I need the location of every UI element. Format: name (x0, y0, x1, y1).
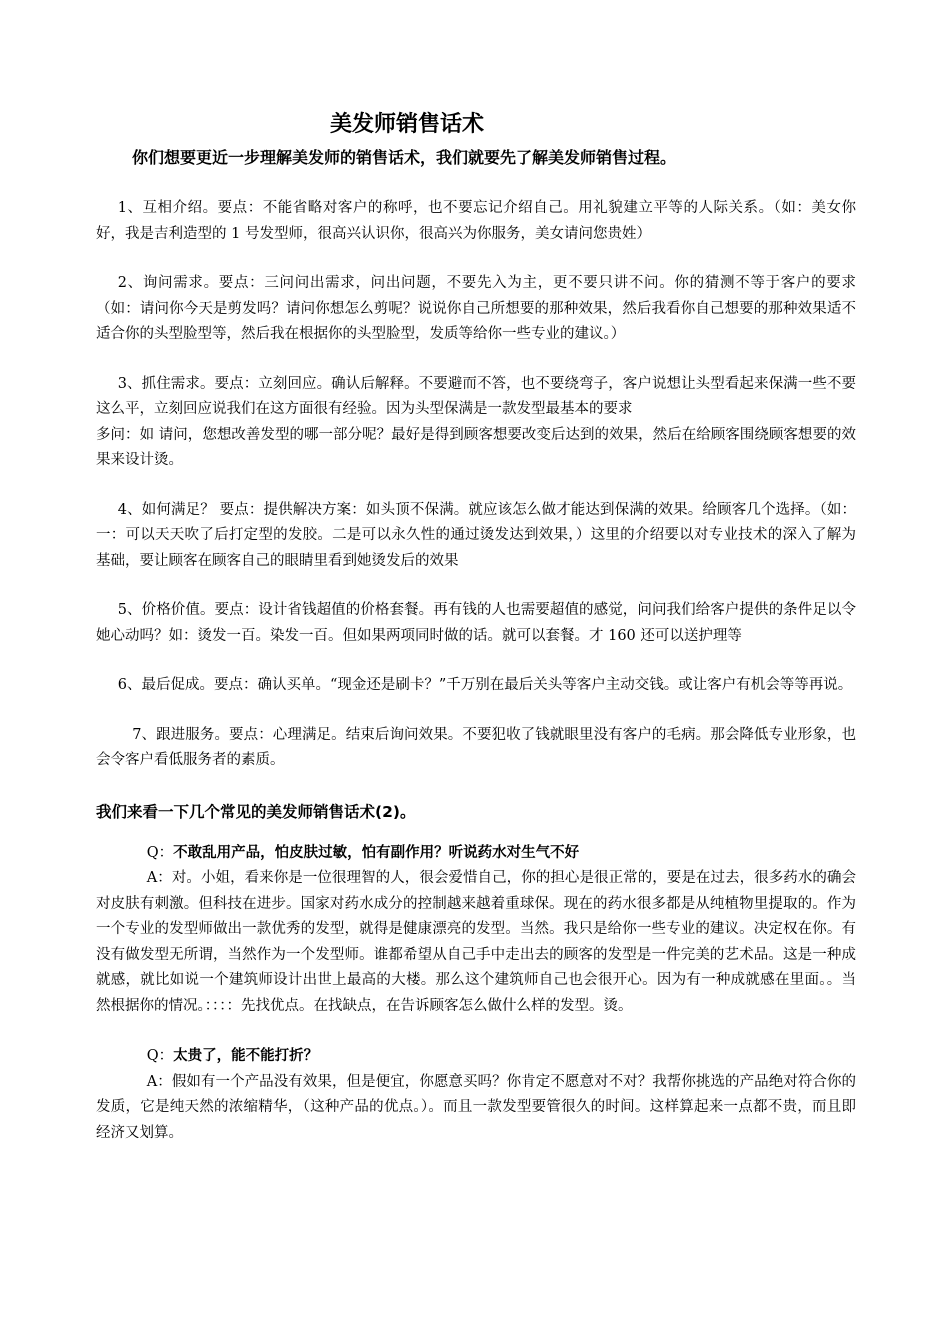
qa-question (96, 1043, 856, 1070)
qa-answer: A：假如有一个产品没有效果，但是便宜，你愿意买吗？你肯定不愿意对不对？我帮你挑选的产品绝对符合你的发质，它是纯天然的浓缩精华，（这种产品的优点。）。而且一款发型要管很久的时间。这样算起来一点都不贵，而且即经济又划算。 (96, 1073, 856, 1141)
step-4-paragraph: 4、如何满足？ 要点：提供解决方案：如头顶不保满。就应该怎么做才能达到保满的效果。给顾客几个选择。（如：一：可以天天吹了后打定型的发胶。二是可以永久性的通过烫发达到效果，）这里的介绍要以对专业技术的深入了解为基础，要让顾客在顾客自己的眼睛里看到她烫发后的效果 (96, 501, 856, 569)
page-subtitle: 你们想要更近一步理解美发师的销售话术，我们就要先了解美发师销售过程。 (132, 148, 677, 167)
qa-answer: A：对。小姐，看来你是一位很理智的人，很会爱惜自己，你的担心是很正常的，要是在过去，很多药水的确会对皮肤有刺激。但科技在进步。国家对药水成分的控制越来越着重球保。现在的药水很多都是从纯植物里提取的。作为一个专业的发型师做出一款优秀的发型，就得是健康漂亮的发型。当然。我只是给你一些专业的建议。决定权在你。有没有做发型无所谓，当然作为一个发型师。谁都希望从自己手中走出去的顾客的发型是一件完美的艺术品。这是一种成就感，就比如说一个建筑师设计出世上最高的大楼。那么这个建筑师自己也会很开心。因为有一种成就感在里面。。当然根据你的情况。：：：：先找优点。在找缺点，在告诉顾客怎么做什么样的发型。烫。 (96, 870, 856, 1014)
qa-question-label: Q： (146, 1048, 174, 1064)
step-1-paragraph: 1、互相介绍。要点：不能省略对客户的称呼，也不要忘记介绍自己。用礼貌建立平等的人际关系。（如：美女你好，我是吉利造型的 1 号发型师，很高兴认识你，很高兴为你服务，美女请问您贵姓） (96, 200, 856, 242)
qa-question-text: 太贵了，能不能打折？ (173, 1047, 319, 1064)
document-page (96, 108, 856, 1146)
step-3-followup-paragraph: 多问：如 请问，您想改善发型的哪一部分呢？最好是得到顾客想要改变后达到的效果，然后在给顾客围绕顾客想要的效果来设计烫。 (96, 426, 856, 468)
step-2-paragraph: 2、询问需求。要点：三问问出需求，问出问题，不要先入为主，更不要只讲不问。你的猜测不等于客户的要求（如：请问你今天是剪发吗？请问你想怎么剪呢？说说你自己所想要的那种效果，然后我看你自己想要的那种效果适不适合你的头型脸型等，然后我在根据你的头型脸型，发质等给你一些专业的建议。） (96, 275, 856, 342)
step-5-paragraph: 5、价格价值。要点：设计省钱超值的价格套餐。再有钱的人也需要超值的感觉，问问我们给客户提供的条件足以令她心动吗？如：烫发一百。染发一百。但如果两项同时做的话。就可以套餐。才 160 还可以送护理等 (96, 602, 856, 644)
page-title: 美发师销售话术 (330, 112, 485, 137)
step-6-paragraph: 6、最后促成。要点：确认买单。“现金还是刷卡？”千万别在最后关头等客户主动交钱。或让客户有机会等等再说。 (117, 677, 853, 693)
qa-question (96, 840, 856, 867)
qa-question-text: 不敢乱用产品，怕皮肤过敏，怕有副作用？听说药水对生气不好 (173, 843, 580, 861)
step-7-paragraph: 7、跟进服务。要点：心理满足。结束后询问效果。不要犯收了钱就眼里没有客户的毛病。那会降低专业形象，也会令客户看低服务者的素质。 (96, 726, 856, 768)
qa-question-label: Q： (146, 844, 174, 861)
section-2-heading: 我们来看一下几个常见的美发师销售话术(2)。 (96, 802, 416, 821)
step-3-paragraph: 3、抓住需求。要点：立刻回应。确认后解释。不要避而不答，也不要绕弯子，客户说想让头型看起来保满一些不要这么平，立刻回应说我们在这方面很有经验。因为头型保满是一款发型最基本的要求 (96, 375, 856, 417)
